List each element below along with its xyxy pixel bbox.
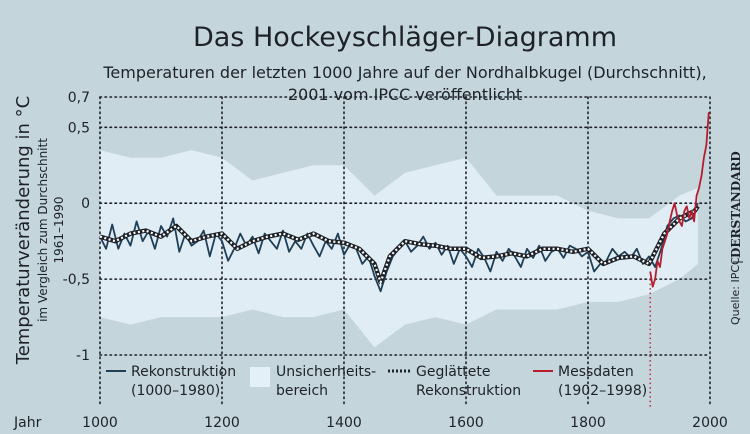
legend-label-measured-2: (1902–1998) [558,383,648,399]
y-axis-subtitle-2: 1961–1990 [52,196,66,264]
legend-label-smoothed-1: Geglättete [416,364,491,380]
legend-label-measured-1: Messdaten [558,364,634,380]
chart-title: Das Hockeyschläger-Diagramm [192,22,618,53]
x-tick-label: 1600 [448,415,484,431]
y-tick-label: 0,7 [67,90,90,106]
legend-label-uncertainty-2: bereich [276,383,329,399]
x-tick-label: 1200 [204,415,240,431]
source-label: Quelle: IPCC [729,257,742,325]
chart-subtitle-line2: 2001 vom IPCC veröffentlicht [287,85,523,104]
legend-label-uncertainty-1: Unsicherheits- [276,364,377,380]
y-tick-label: -1 [76,348,90,364]
y-axis-title: Temperaturveränderung in °C [13,95,34,365]
legend [106,364,647,399]
x-tick-label: 1400 [326,415,362,431]
y-tick-label: -0,5 [62,272,90,289]
y-axis-label [13,96,66,365]
chart-subtitle-line1: Temperaturen der letzten 1000 Jahre auf der Nordhalbkugel (Durchschnitt), [103,63,707,82]
legend-label-reconstruction-2: (1000–1980) [131,383,221,399]
y-axis-subtitle-1: im Vergleich zum Durchschnitt [36,138,50,322]
x-axis-label: Jahr [14,415,42,431]
legend-label-reconstruction-1: Rekonstruktion [131,364,237,380]
legend-label-smoothed-2: Rekonstruktion [416,383,522,399]
legend-swatch-uncertainty [250,367,270,387]
brand-logo: DERSTANDARD [729,151,743,258]
x-tick-label: 2000 [692,415,728,431]
y-tick-label: 0,5 [67,120,90,137]
source-block [729,151,743,325]
x-tick-label: 1800 [570,415,606,431]
x-tick-label: 1000 [82,415,118,431]
y-tick-label: 0 [81,196,90,213]
